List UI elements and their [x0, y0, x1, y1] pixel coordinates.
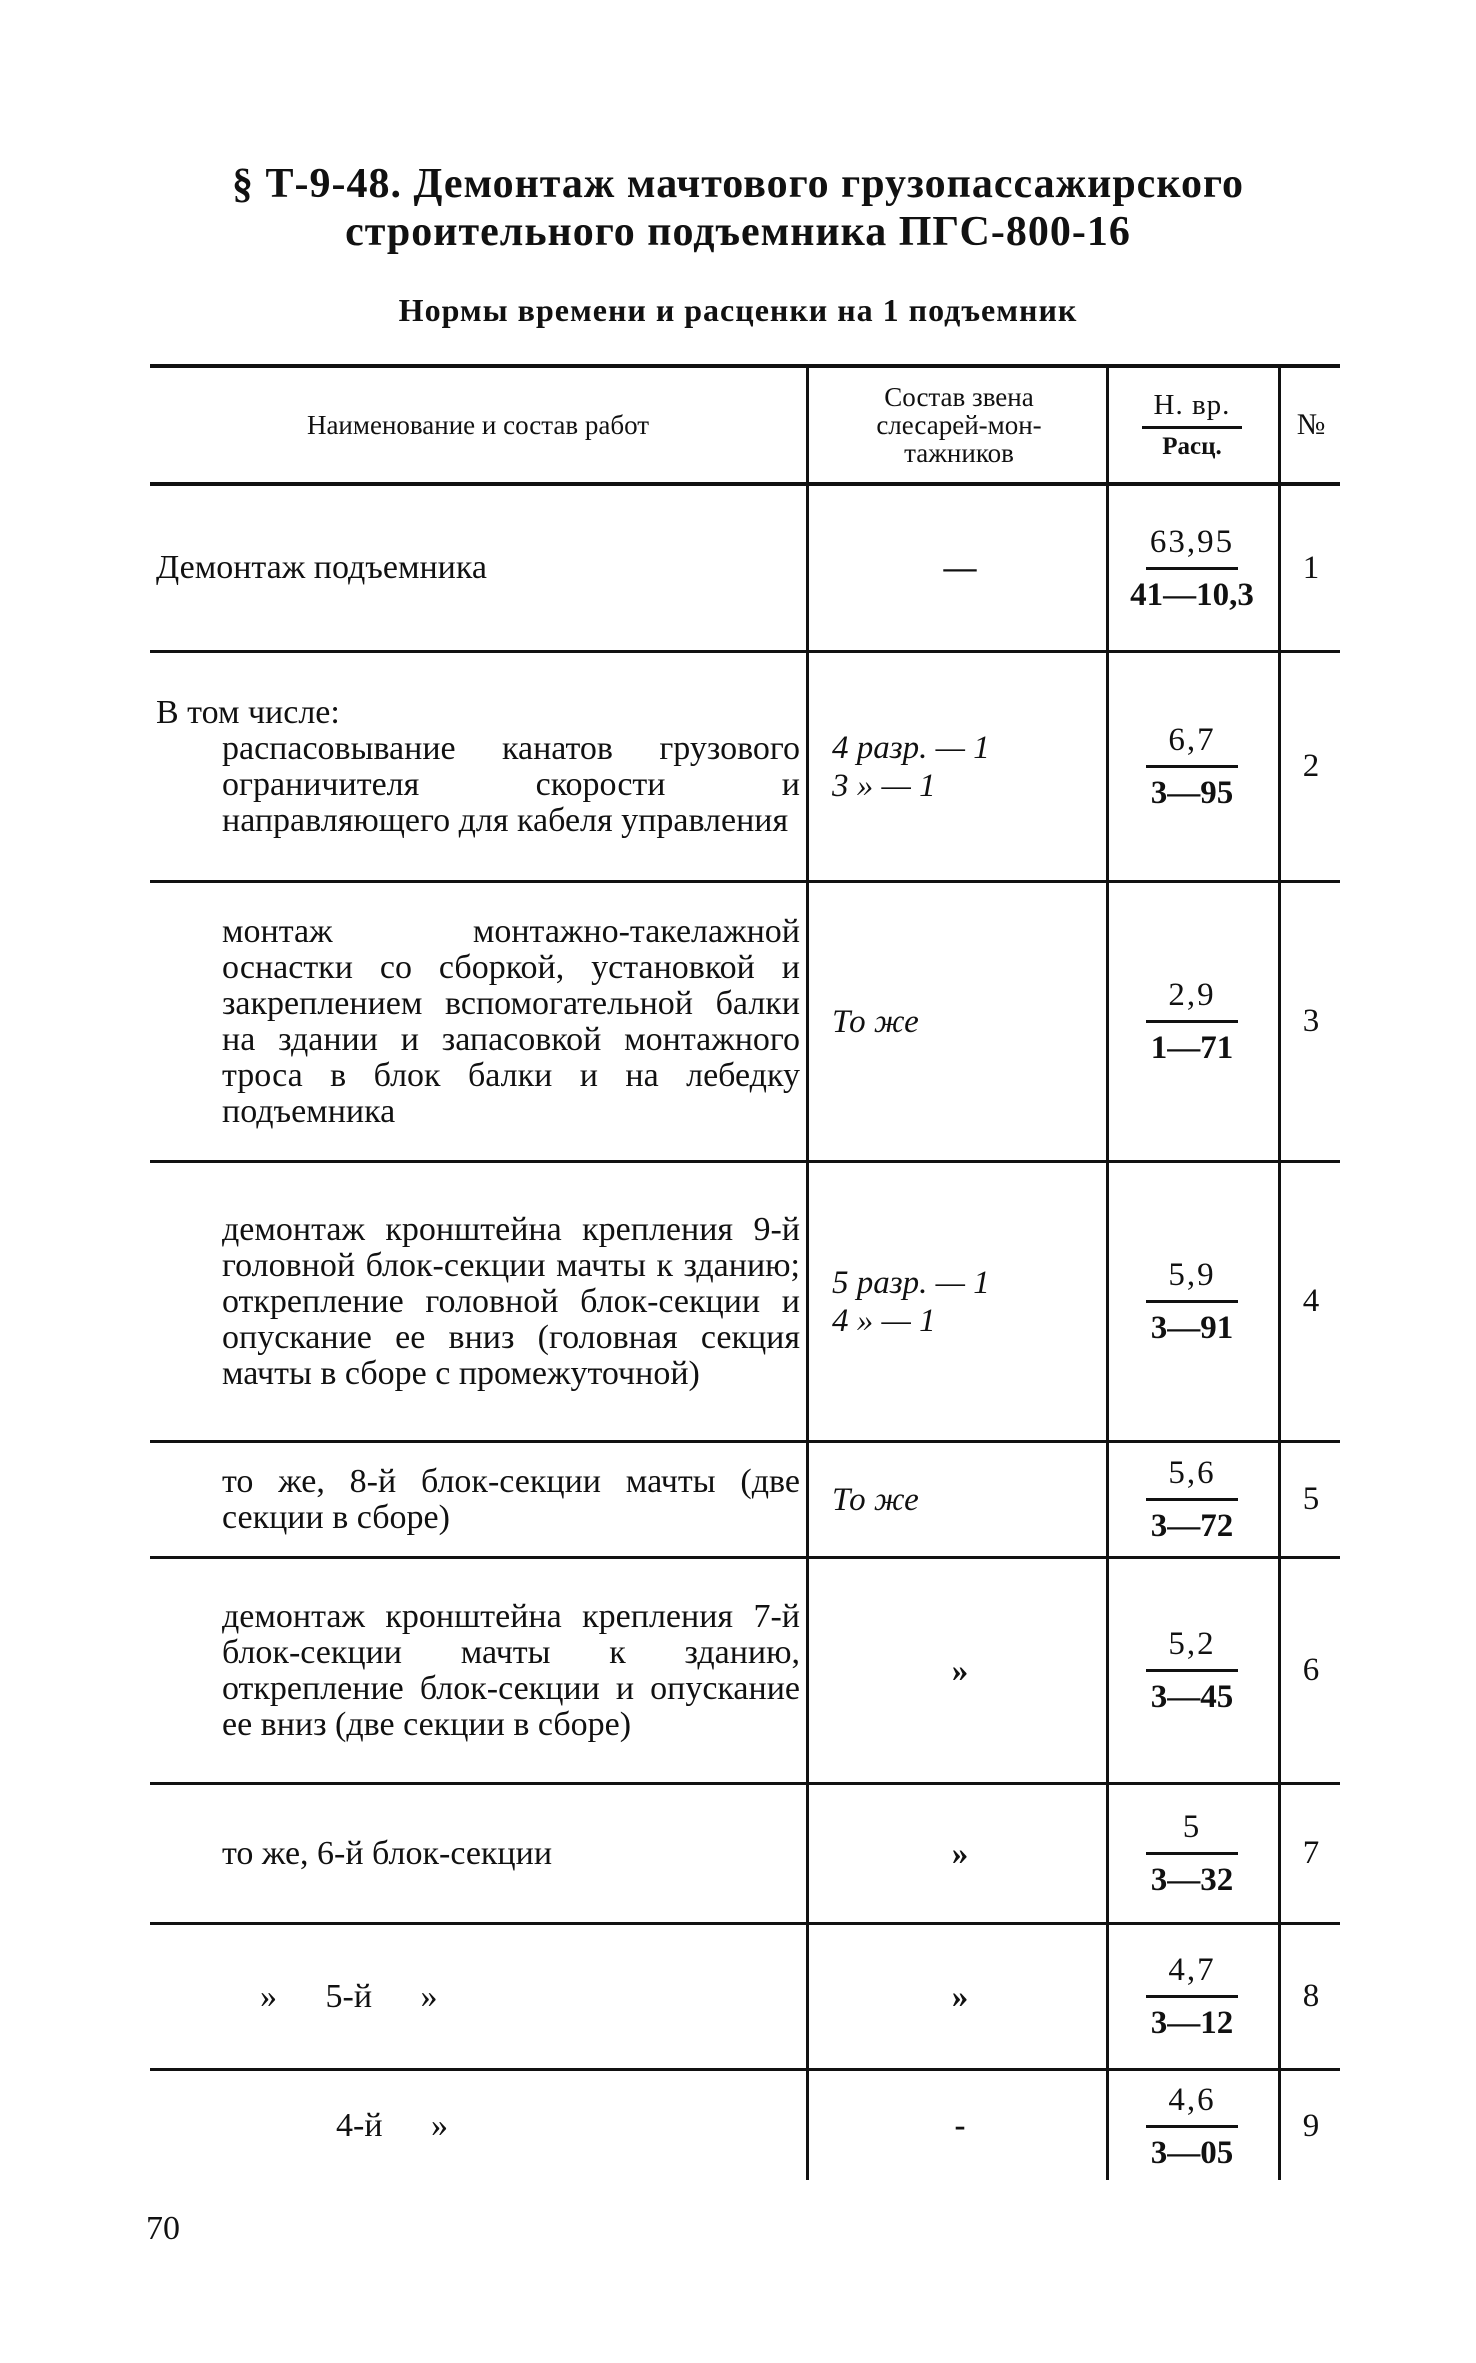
table-row-4-norm-rate — [1112, 1163, 1272, 1440]
row-9-norm: 4,6 — [1168, 2081, 1216, 2118]
table-row-6-crew: » — [951, 1652, 969, 1689]
row-9-rate: 3—05 — [1150, 2134, 1234, 2171]
row-4-norm: 5,9 — [1168, 1257, 1216, 1293]
column-divider — [1106, 366, 1109, 2180]
table-row-3-norm-rate — [1112, 883, 1272, 1160]
table-row-3-crew: То же — [832, 1003, 919, 1040]
row-7-norm: 5 — [1182, 1809, 1202, 1845]
header-work: Наименование и состав работ — [306, 410, 650, 440]
table-row-9-number: 9 — [1302, 2107, 1320, 2144]
row-1-norm: 63,95 — [1149, 523, 1235, 560]
fraction-bar — [1146, 1020, 1238, 1023]
header-crew: Состав звена слесарей-мон- тажников — [876, 382, 1042, 468]
row-2-work-intro: В том числе: — [156, 693, 340, 731]
header-number: № — [1296, 408, 1326, 441]
row-8-rate: 3—12 — [1150, 2005, 1234, 2041]
row-5-norm: 5,6 — [1168, 1455, 1216, 1491]
row-6-norm: 5,2 — [1168, 1626, 1216, 1662]
table-row-5-crew: То же — [832, 1481, 919, 1518]
row-4-work-text: демонтаж кронштейна крепления 9-й головной блок-секции мачты к зданию; открепление головной блок-секции и опускание ее вниз (головная секция мачты в сборе с промежуточной) — [222, 1210, 800, 1392]
table-row-6-number: 6 — [1302, 1652, 1320, 1688]
fraction-bar — [1146, 1995, 1238, 1998]
row-7-rate: 3—32 — [1150, 1862, 1234, 1898]
table-row-7-norm-rate — [1112, 1785, 1272, 1922]
row-5-rate: 3—72 — [1150, 1508, 1234, 1544]
table-row-1-norm-rate — [1112, 486, 1272, 650]
section-title-line-2: строительного подъемника ПГС-800-16 — [345, 209, 1131, 255]
page-number: 70 — [146, 2210, 180, 2247]
header-fraction-bar — [1142, 426, 1242, 429]
row-4-crew-line-1: 5 разр. — 1 — [832, 1264, 990, 1301]
table-row-7-crew: » — [951, 1835, 969, 1872]
row-4-rate: 3—91 — [1150, 1310, 1234, 1346]
fraction-bar — [1146, 1498, 1238, 1501]
column-divider — [1278, 366, 1281, 2180]
fraction-bar — [1146, 1852, 1238, 1855]
table-row-3-work — [150, 883, 800, 1160]
column-divider — [806, 366, 809, 2180]
table-row-8-work — [150, 1925, 800, 2068]
fraction-bar — [1146, 765, 1238, 768]
table-row-5-work — [150, 1443, 800, 1556]
table-row-4-crew — [820, 1163, 1100, 1440]
table-row-8-norm-rate — [1112, 1925, 1272, 2068]
table-row-9-norm-rate — [1112, 2071, 1272, 2181]
section-title-line-1: § Т-9-48. Демонтаж мачтового грузопассажирского — [232, 161, 1244, 207]
fraction-bar — [1146, 2125, 1238, 2128]
row-1-work-text: Демонтаж подъемника — [156, 549, 487, 586]
row-8-work-text: » 5-й » — [260, 1977, 438, 2015]
table-row-2-norm-rate — [1112, 653, 1272, 880]
table-row-2-work — [150, 653, 800, 880]
row-7-work-text: то же, 6-й блок-секции — [222, 1834, 553, 1872]
table-subtitle: Нормы времени и расценки на 1 подъемник — [398, 292, 1078, 328]
row-3-rate: 1—71 — [1150, 1030, 1234, 1066]
row-2-rate: 3—95 — [1150, 775, 1234, 811]
fraction-bar — [1146, 1300, 1238, 1303]
row-2-work-text: распасовывание канатов грузового ограничителя скорости и направляющего для кабеля управления — [222, 729, 800, 839]
table-row-3-number: 3 — [1302, 1003, 1320, 1039]
table-row-6-norm-rate — [1112, 1559, 1272, 1782]
row-2-crew-line-2: 3 » — 1 — [832, 767, 936, 804]
row-6-work-text: демонтаж кронштейна крепления 7-й блок-секции мачты к зданию, открепление блок-секции и опускание ее вниз (две секции в сборе) — [222, 1597, 800, 1743]
table-row-5-norm-rate — [1112, 1443, 1272, 1556]
table-row-9-work — [150, 2071, 800, 2181]
header-rate: Расц. — [1162, 433, 1222, 460]
table-row-4-work — [150, 1163, 800, 1440]
row-9-work-text: 4-й » — [336, 2107, 449, 2144]
fraction-bar — [1146, 1669, 1238, 1672]
table-row-1-number: 1 — [1302, 549, 1320, 586]
table-row-2-crew — [820, 653, 1100, 880]
table-row-6-work — [150, 1559, 800, 1782]
table-row-8-number: 8 — [1302, 1978, 1320, 2014]
table-row-9-crew: - — [954, 2108, 966, 2144]
row-2-crew-line-1: 4 разр. — 1 — [832, 729, 990, 766]
row-8-norm: 4,7 — [1168, 1952, 1216, 1988]
table-row-2-number: 2 — [1302, 748, 1320, 784]
table-row-1-crew: — — [943, 550, 977, 586]
table-row-5-number: 5 — [1302, 1481, 1320, 1517]
row-3-work-text: монтаж монтажно-такелажной оснастки со сборкой, установкой и закреплением вспомогательной балки на здании и запасовкой монтажного троса в блок балки и на лебедку подъемника — [222, 912, 800, 1130]
table-row-8-crew: » — [951, 1978, 969, 2015]
row-2-norm: 6,7 — [1168, 722, 1216, 758]
header-norm: Н. вр. — [1153, 389, 1231, 421]
table-row-7-work — [150, 1785, 800, 1922]
header-norm-rate — [1112, 368, 1272, 482]
table-row-4-number: 4 — [1302, 1283, 1320, 1319]
row-3-norm: 2,9 — [1168, 977, 1216, 1013]
row-1-rate: 41—10,3 — [1130, 576, 1254, 613]
row-6-rate: 3—45 — [1150, 1679, 1234, 1715]
table-row-7-number: 7 — [1302, 1835, 1320, 1871]
row-4-crew-line-2: 4 » — 1 — [832, 1302, 936, 1339]
fraction-bar — [1146, 567, 1238, 570]
table-row-1-work — [150, 486, 800, 650]
row-5-work-text: то же, 8-й блок-секции мачты (две секции в сборе) — [222, 1462, 800, 1536]
